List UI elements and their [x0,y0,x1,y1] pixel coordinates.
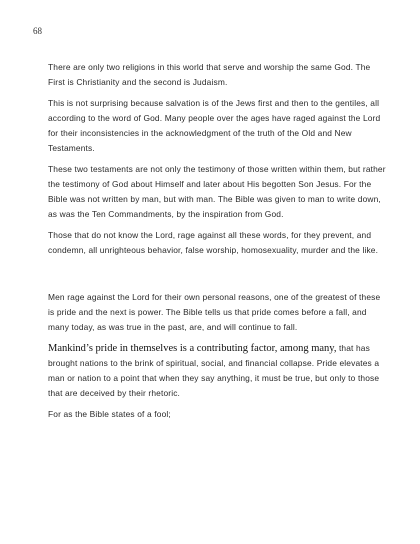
paragraph-salvation: This is not surprising because salvation is of the Jews first and then to the gentiles, all according to the word of God. Many people over the ages have raged against the Lord for their inconsistencies in the acknowledgment of the truth of the Old and New Testaments. [48,98,381,153]
body-text [48,60,388,428]
paragraph-rage: Those that do not know the Lord, rage against all these words, for they prevent, and condemn, all unrighteous behavior, false worship, homosexuality, murder and the like. [48,230,379,255]
paragraph-closing: For as the Bible states of a fool; [48,409,171,419]
paragraph-two-religions: There are only two religions in this world that serve and worship the same God. The First is Christianity and the second is Judaism. [48,62,371,87]
section-gap [48,264,388,290]
paragraph-mankind-pride [48,341,388,401]
paragraph-testaments: These two testaments are not only the testimony of those written within them, but rather the testimony of God about Himself and later about His begotten Son Jesus. For the Bible was not written by man, but with man. The Bible was given to man to write down, as was the Ten Commandments, by the inspiration from God. [48,164,386,219]
page-number: 68 [33,26,42,36]
lead-paragraph-rest: that has brought nations to the brink of spiritual, social, and financial collapse. Pride elevates a man or nation to a point that when they say anything, it must be true, but only to those that are deceived by their rhetoric. [48,343,380,398]
paragraph-pride-power: Men rage against the Lord for their own personal reasons, one of the greatest of these is pride and the next is power. The Bible tells us that pride comes before a fall, and many today, as was true in the past, are, and will continue to fall. [48,292,381,332]
lead-sentence: Mankind’s pride in themselves is a contributing factor, among many, [48,343,337,354]
